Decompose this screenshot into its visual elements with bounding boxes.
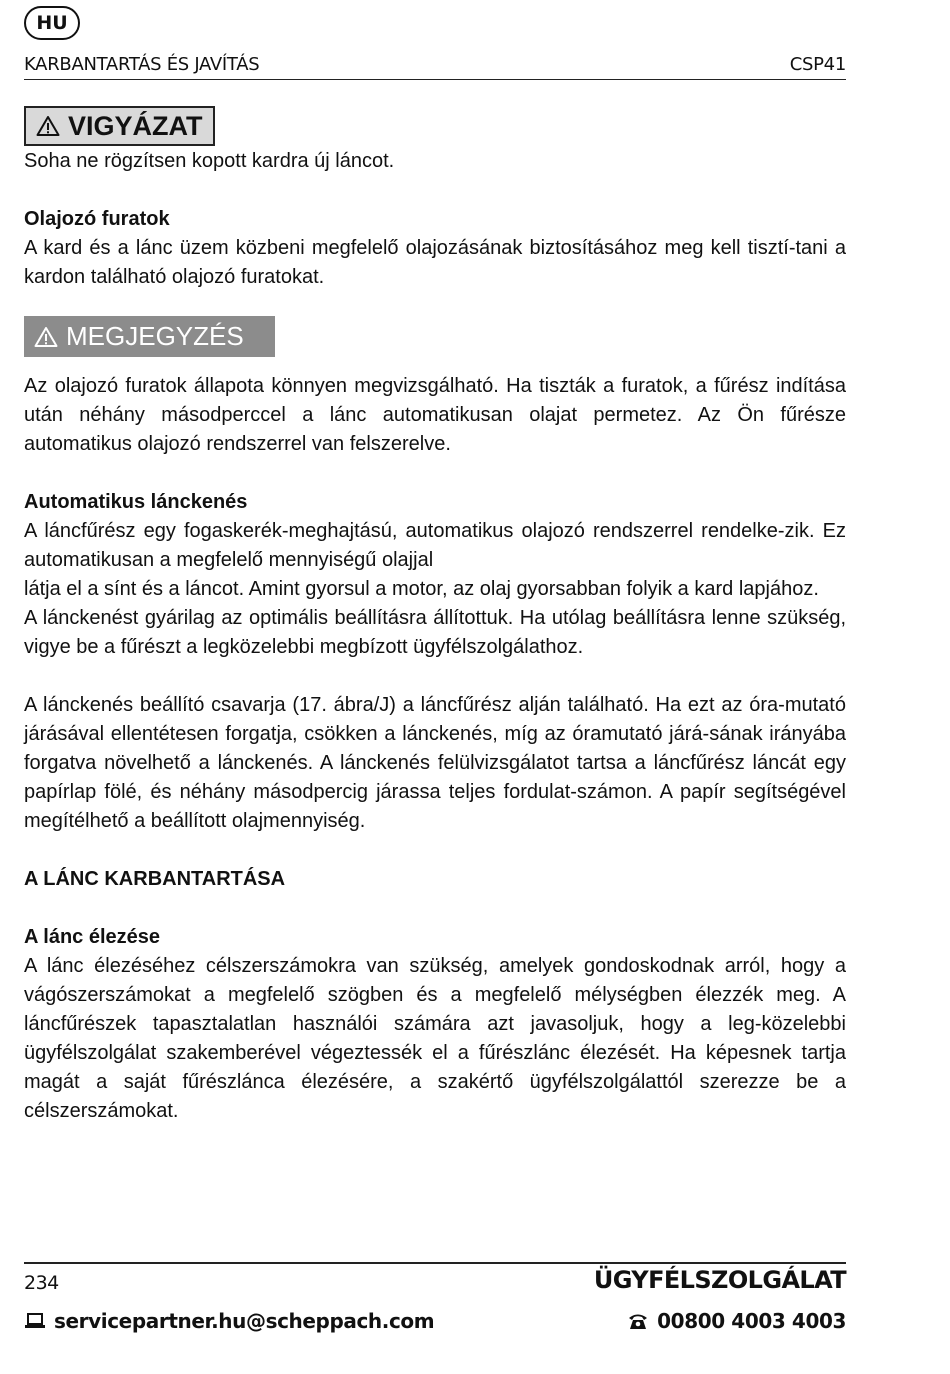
manual-page	[24, 0, 846, 1374]
auto-lube-text-2: látja el a sínt és a láncot. Amint gyorsul a motor, az olaj gyorsabban folyik a kard lapjához.	[24, 578, 819, 600]
phone-icon	[627, 1311, 649, 1331]
oil-holes-heading: Olajozó furatok	[24, 208, 170, 230]
phone-number[interactable]: 00800 4003 4003	[657, 1309, 846, 1333]
note-text: Az olajozó furatok állapota könnyen megvizsgálható. Ha tiszták a furatok, a fűrész indítása után néhány másodperccel a lánc automatikusan olajat permetez. Az Ön fűrésze automatikus olajozó rendszerrel van felszerelve.	[24, 375, 846, 455]
caution-label: VIGYÁZAT	[68, 110, 203, 141]
sharpening-text: A lánc élezéséhez célszerszámokra van szükség, amelyek gondoskodnak arról, hogy a vágószerszámokat a megfelelő szögben és a megfelelő mélységben élezzék meg. A láncfűrészek tapasztalatlan használói számára azt javasoljuk, hogy a leg-közelebbi ügyfélszolgálat szakemberével végeztessék el a fűrészlánc élezését. Ha képesnek tartja magát a saját fűrészlánca élezésére, a szakértő ügyfélszolgálattól szerezze be a célszerszámokat.	[24, 955, 846, 1122]
lube-adjust-text: A lánckenés beállító csavarja (17. ábra/J) a láncfűrész alján található. Ha ezt az óra-mutató járásával ellentétesen forgatja, csökken a lánckenés, míg az óramutató járá-sának irányába forgatva növelhető a lánckenés. A lánckenés felülvizsgálatot tartsa a láncfűrész láncát egy papírlap fölé, és néhány másodpercig járassa teljes fordulat-számon. A papír segítségével megítélhető a beállított olajmennyiség.	[24, 694, 846, 832]
note-label: MEGJEGYZÉS	[66, 321, 244, 351]
warning-triangle-icon	[34, 326, 58, 348]
email-address[interactable]: servicepartner.hu@scheppach.com	[54, 1309, 435, 1333]
footer-divider	[24, 1262, 846, 1264]
caution-text: Soha ne rögzítsen kopott kardra új láncot.	[24, 150, 395, 172]
phone-contact[interactable]	[627, 1309, 846, 1333]
laptop-icon	[24, 1311, 46, 1331]
header-divider	[24, 79, 846, 80]
warning-triangle-icon	[36, 115, 60, 137]
auto-lube-text-1: A láncfűrész egy fogaskerék-meghajtású, automatikus olajozó rendszerrel rendelke-zik. Ez automatikusan a megfelelő mennyiségű olajjal	[24, 520, 846, 571]
sharpening-heading: A lánc élezése	[24, 926, 161, 948]
oil-holes-text: A kard és a lánc üzem közbeni megfelelő olajozásának biztosításához meg kell tisztí-tani a kardon található olajozó furatokat.	[24, 237, 846, 288]
service-title: ÜGYFÉLSZOLGÁLAT	[593, 1266, 846, 1294]
auto-lube-text-3: A lánckenést gyárilag az optimális beállításra állítottuk. Ha utólag beállításra lenne szükség, vigye be a fűrészt a legközelebbi megbízott ügyfélszolgálathoz.	[24, 607, 846, 658]
language-badge: HU	[24, 6, 80, 40]
email-contact[interactable]	[24, 1309, 434, 1333]
main-content	[24, 106, 846, 1126]
page-number: 234	[24, 1272, 59, 1294]
chain-maintenance-heading: A LÁNC KARBANTARTÁSA	[24, 868, 286, 890]
page-header	[24, 50, 846, 78]
model-number: CSP41	[789, 53, 846, 75]
auto-lube-heading: Automatikus lánckenés	[24, 491, 248, 513]
section-title: KARBANTARTÁS ÉS JAVÍTÁS	[24, 53, 260, 75]
footer-contacts	[24, 1306, 846, 1336]
note-box	[24, 316, 275, 357]
caution-box	[24, 106, 215, 146]
